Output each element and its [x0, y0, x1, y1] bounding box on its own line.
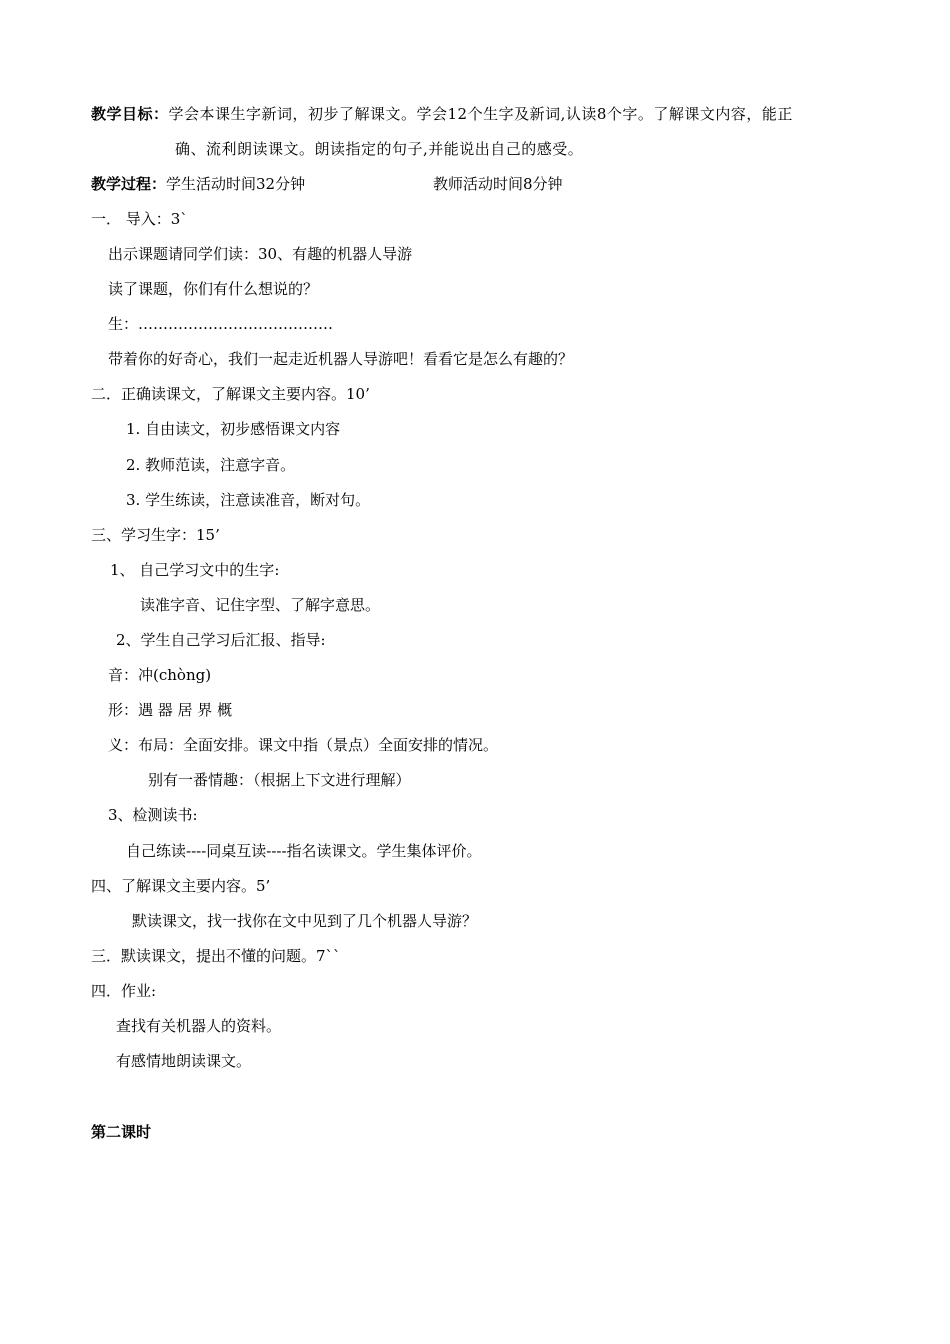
section-2-item-3: 3. 学生练读，注意读准音，断对句。: [126, 491, 371, 509]
section-3-item-1: 1、 自己学习文中的生字:: [110, 561, 280, 579]
section-1-line-b: 读了课题，你们有什么想说的？: [108, 280, 319, 298]
section-1-line-a: 出示课题请同学们读：30、有趣的机器人导游: [108, 245, 413, 263]
section-6-heading: 四．作业:: [91, 982, 157, 1000]
homework-item-1: 查找有关机器人的资料。: [116, 1017, 282, 1035]
section-3-heading: 三、学习生字：15’: [91, 526, 220, 544]
section-4-detail: 默读课文，找一找你在文中见到了几个机器人导游？: [132, 912, 478, 930]
student-activity-time: 学生活动时间32分钟: [166, 175, 306, 193]
homework-item-2: 有感情地朗读课文。: [116, 1052, 252, 1070]
teaching-process-line: [91, 174, 305, 194]
section-1-line-d: 带着你的好奇心，我们一起走近机器人导游吧！看看它是怎么有趣的？: [108, 350, 574, 368]
teaching-process-label: 教学过程：: [91, 175, 167, 193]
section-2-heading: 二．正确读课文，了解课文主要内容。10’: [91, 385, 370, 403]
section-3-item-2: 2、学生自己学习后汇报、指导:: [116, 631, 326, 649]
teaching-goals-line-1: [91, 104, 793, 124]
section-2-item-2: 2. 教师范读，注意字音。: [126, 456, 296, 474]
teaching-goals-line-2: 确、流利朗读课文。朗读指定的句子,并能说出自己的感受。: [175, 140, 584, 158]
lesson-2-heading: 第二课时: [91, 1123, 152, 1141]
teacher-activity-time: 教师活动时间8分钟: [433, 175, 563, 193]
section-3-meaning-2: 别有一番情趣：（根据上下文进行理解）: [148, 771, 411, 789]
section-3-item-3-detail: 自己练读----同桌互读----指名读课文。学生集体评价。: [126, 842, 482, 860]
section-3-meaning: 义：布局：全面安排。课文中指（景点）全面安排的情况。: [108, 736, 499, 754]
section-2-item-1: 1. 自由读文，初步感悟课文内容: [126, 420, 341, 438]
teaching-goals-text: 学会本课生字新词，初步了解课文。学会12个生字及新词,认读8个字。了解课文内容，能正: [168, 105, 793, 123]
section-1-line-c: 生：…………………………………: [108, 315, 334, 333]
section-3-pronunciation: 音：冲(chòng): [108, 666, 212, 684]
section-3-item-1-detail: 读准字音、记住字型、了解字意思。: [140, 596, 381, 614]
section-3-form: 形：遇 器 居 界 概: [108, 701, 233, 719]
section-3-item-3: 3、检测读书:: [108, 806, 198, 824]
teaching-goals-label: 教学目标：: [91, 105, 169, 123]
section-1-heading: 一． 导入：3`: [91, 210, 188, 228]
section-4-heading: 四、了解课文主要内容。5’: [91, 877, 271, 895]
section-5-heading: 三．默读课文，提出不懂的问题。7``: [91, 947, 341, 965]
